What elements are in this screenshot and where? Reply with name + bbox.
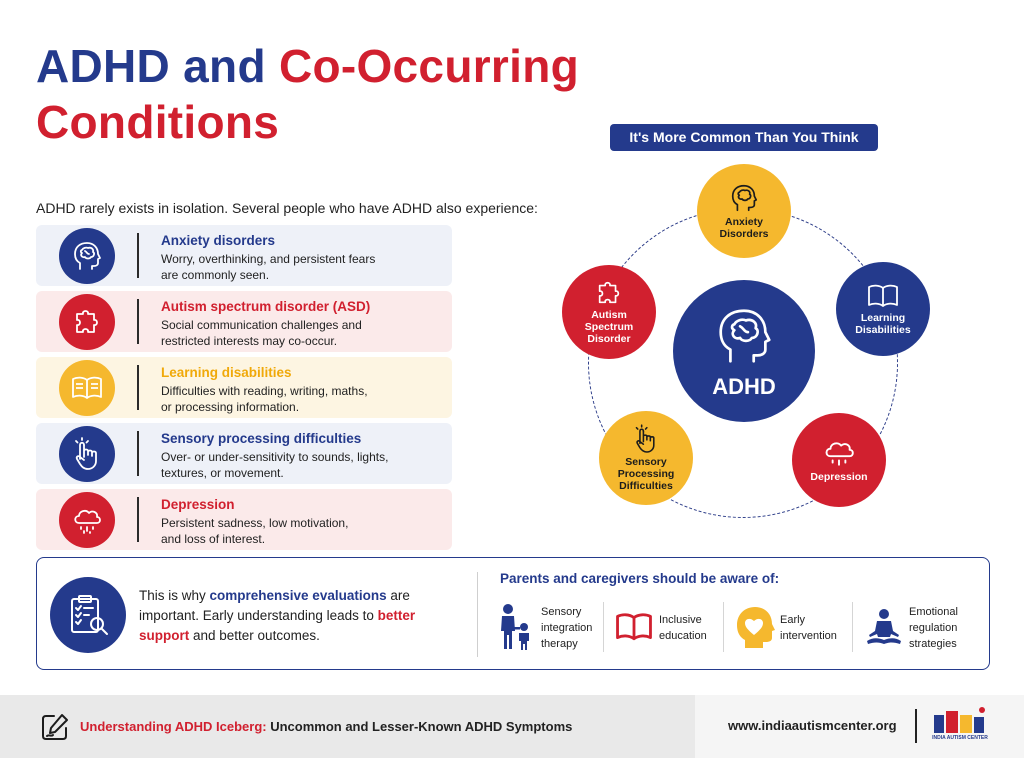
- book-icon: [613, 602, 655, 652]
- panel-divider: [477, 572, 478, 657]
- head-heart-icon: [734, 602, 776, 652]
- card-description: Over- or under-sensitivity to sounds, lights, textures, or movement.: [161, 450, 389, 480]
- node-label: Sensory Processing Difficulties: [617, 456, 675, 492]
- card-title: Depression: [161, 497, 235, 512]
- meditation-icon: [863, 602, 905, 652]
- brain-head-icon: [59, 228, 115, 284]
- card-title: Learning disabilities: [161, 365, 292, 380]
- footer: [0, 695, 1024, 758]
- puzzle-icon: [595, 279, 623, 307]
- evaluation-text: This is why comprehensive evaluations are important. Early understanding leads to better support and better outcomes.: [139, 588, 416, 643]
- center-label: ADHD: [712, 374, 776, 399]
- book-icon: [59, 360, 115, 416]
- node-sensory: [599, 411, 693, 505]
- card-sensory: [36, 423, 452, 484]
- title-part-1: ADHD and: [36, 40, 266, 92]
- title-part-2: Co-Occurring: [278, 40, 579, 92]
- node-anxiety: [697, 164, 791, 258]
- rain-cloud-icon: [822, 437, 856, 469]
- hand-pointer-icon: [633, 424, 659, 454]
- diagram-banner: It's More Common Than You Think: [610, 124, 878, 151]
- node-learning: [836, 262, 930, 356]
- card-divider: [137, 365, 139, 410]
- card-divider: [137, 431, 139, 476]
- footer-divider: [915, 709, 917, 743]
- card-autism: [36, 291, 452, 352]
- option-label: Sensory integration therapy: [541, 606, 593, 650]
- center-node-adhd: [673, 280, 815, 422]
- card-anxiety: [36, 225, 452, 286]
- option-divider: [723, 602, 724, 652]
- edit-note-icon: [40, 712, 70, 742]
- india-autism-center-logo: INDIA AUTISM CENTER: [930, 705, 990, 749]
- option-divider: [603, 602, 604, 652]
- brain-head-icon: [728, 182, 760, 214]
- book-icon: [866, 282, 900, 310]
- card-title: Sensory processing difficulties: [161, 431, 362, 446]
- option-label: Early intervention: [780, 614, 837, 642]
- brain-head-icon: [711, 303, 777, 369]
- title-part-3: Conditions: [36, 96, 280, 148]
- node-label: Depression: [810, 471, 868, 483]
- node-label: Learning Disabilities: [855, 312, 911, 336]
- puzzle-icon: [59, 294, 115, 350]
- option-label: Emotional regulation strategies: [909, 606, 958, 650]
- awareness-panel: [36, 557, 990, 670]
- node-autism: [562, 265, 656, 359]
- card-divider: [137, 233, 139, 278]
- card-title: Anxiety disorders: [161, 233, 276, 248]
- option-divider: [852, 602, 853, 652]
- card-description: Social communication challenges and restricted interests may co-occur.: [161, 318, 362, 348]
- card-divider: [137, 497, 139, 542]
- card-description: Difficulties with reading, writing, maths, or processing information.: [161, 384, 368, 414]
- card-divider: [137, 299, 139, 344]
- card-description: Persistent sadness, low motivation, and loss of interest.: [161, 516, 349, 546]
- page-title: [36, 38, 579, 150]
- card-title: Autism spectrum disorder (ASD): [161, 299, 371, 314]
- card-learning: [36, 357, 452, 418]
- node-label: Anxiety Disorders: [719, 216, 769, 240]
- website-url[interactable]: www.indiaautismcenter.org: [728, 718, 897, 733]
- card-description: Worry, overthinking, and persistent fears are commonly seen.: [161, 252, 376, 282]
- clipboard-magnifier-icon: [50, 577, 126, 653]
- option-label: Inclusive education: [659, 614, 707, 642]
- rain-cloud-icon: [59, 492, 115, 548]
- hand-pointer-icon: [59, 426, 115, 482]
- related-article-link[interactable]: Understanding ADHD Iceberg: Uncommon and Lesser-Known ADHD Symptoms: [80, 719, 573, 734]
- parent-child-icon: [495, 602, 537, 652]
- intro-text: ADHD rarely exists in isolation. Several people who have ADHD also experience:: [36, 200, 538, 216]
- conditions-list: [36, 225, 452, 555]
- aware-title: Parents and caregivers should be aware of:: [500, 571, 780, 586]
- card-depression: [36, 489, 452, 550]
- node-label: Autism Spectrum Disorder: [584, 309, 634, 345]
- node-depression: [792, 413, 886, 507]
